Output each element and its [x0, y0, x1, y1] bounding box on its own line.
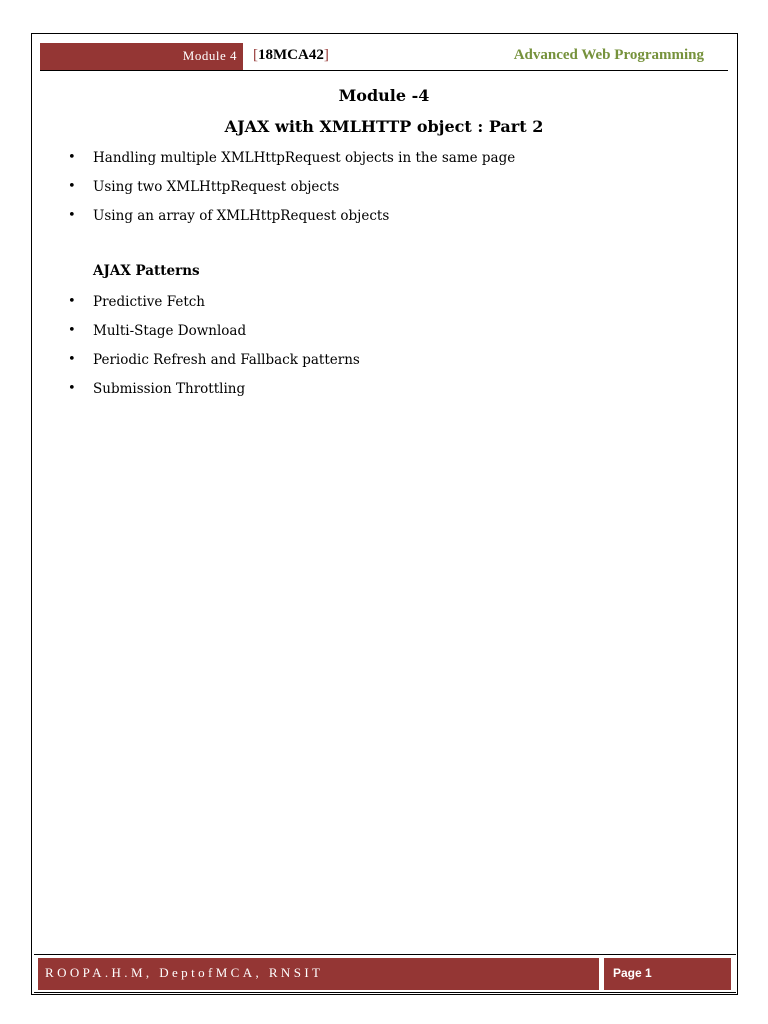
header-course-code: [253, 47, 329, 64]
footer-author-band: [38, 958, 599, 990]
header-divider: [40, 70, 728, 71]
bullet-icon: •: [68, 352, 76, 367]
bullet-icon: •: [68, 208, 76, 223]
list-item: [60, 322, 360, 351]
list-item-text: Using an array of XMLHttpRequest objects: [93, 208, 390, 224]
footer-author-text: ROOPA.H.M, DeptofMCA, RNSIT: [45, 965, 324, 980]
code-bracket-open: [: [253, 47, 258, 63]
bullet-icon: •: [68, 323, 76, 338]
list-item-text: Submission Throttling: [93, 381, 246, 397]
list-item: [60, 149, 515, 178]
list-item: [60, 178, 515, 207]
footer-divider: [600, 958, 603, 990]
list-item: [60, 380, 360, 409]
list-item-text: Predictive Fetch: [93, 294, 205, 310]
bullet-icon: •: [68, 179, 76, 194]
list-item: [60, 207, 515, 236]
bullet-icon: •: [68, 381, 76, 396]
list-item: [60, 293, 360, 322]
header-module-label: Module 4: [182, 48, 237, 63]
intro-bullet-list: [60, 149, 515, 236]
bullet-icon: •: [68, 294, 76, 309]
list-item-text: Using two XMLHttpRequest objects: [93, 179, 340, 195]
document-subtitle: AJAX with XMLHTTP object : Part 2: [224, 117, 544, 136]
footer-page-band: [604, 958, 731, 990]
patterns-bullet-list: [60, 293, 360, 409]
header-module-band: [40, 43, 243, 70]
list-item: [60, 351, 360, 380]
list-item-text: Handling multiple XMLHttpRequest objects in the same page: [93, 150, 516, 166]
patterns-heading: AJAX Patterns: [93, 263, 200, 279]
document-title: Module -4: [338, 86, 430, 105]
list-item-text: Periodic Refresh and Fallback patterns: [93, 352, 360, 368]
bullet-icon: •: [68, 150, 76, 165]
code-bracket-close: ]: [323, 47, 329, 63]
header-course-title: Advanced Web Programming: [513, 47, 704, 63]
course-code-text: 18MCA42: [258, 47, 324, 63]
page-number: Page 1: [613, 966, 652, 980]
list-item-text: Multi-Stage Download: [93, 323, 247, 339]
